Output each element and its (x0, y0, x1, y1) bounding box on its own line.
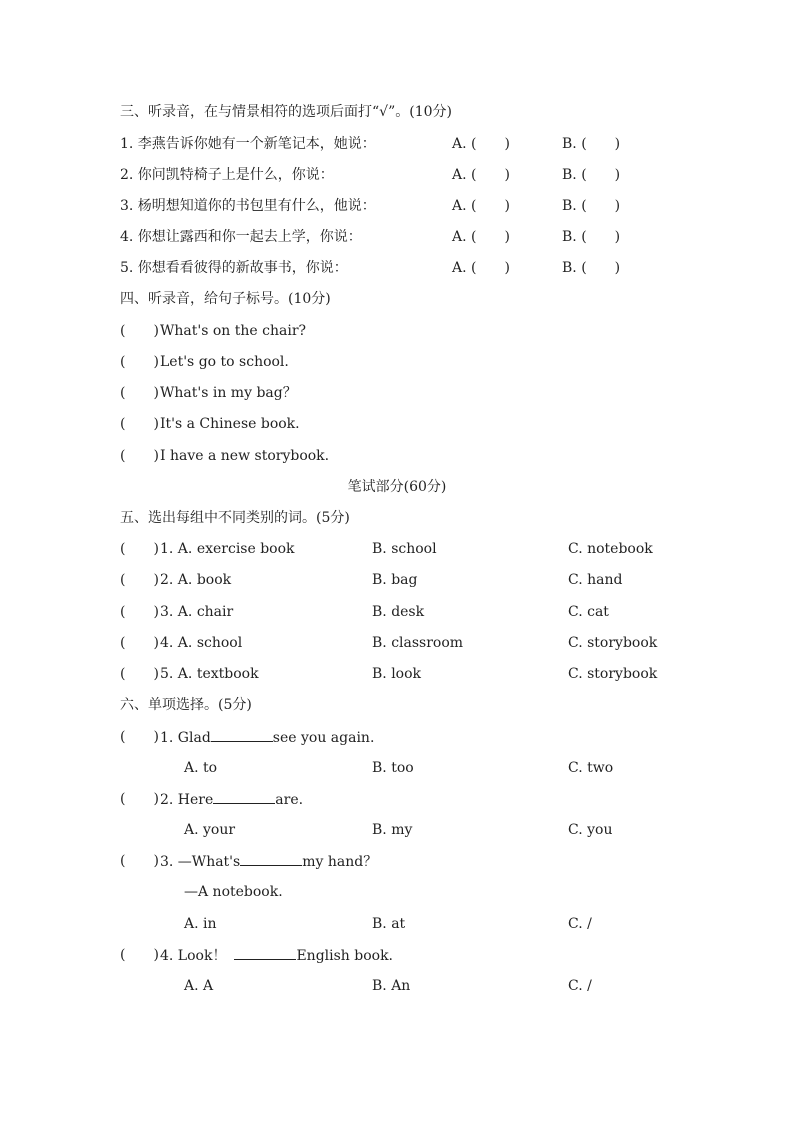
option-a: 2. A. book (160, 572, 232, 588)
section-6-heading: 六、单项选择。(5分) (120, 697, 252, 713)
option-a: A. in (184, 916, 217, 932)
written-part-title: 笔试部分(60分) (347, 479, 447, 495)
question-stem (160, 727, 374, 747)
answer-paren: ( ) (120, 947, 159, 963)
option-b: B. ( ) (562, 260, 621, 276)
stem-start: 3. —What's (160, 854, 241, 870)
sentence: It's a Chinese book. (160, 416, 300, 432)
option-c: C. / (568, 916, 592, 932)
answer-paren: ( ) (120, 635, 159, 651)
option-b: B. my (372, 822, 413, 838)
answer-paren: ( ) (120, 354, 159, 370)
option-b: B. ( ) (562, 229, 621, 245)
fill-blank (234, 945, 296, 960)
option-a: A. ( ) (452, 229, 510, 245)
sentence: What's in my bag？ (160, 385, 297, 401)
question-text: 5. 你想看看彼得的新故事书，你说： (120, 260, 348, 276)
answer-paren: ( ) (120, 791, 159, 807)
question-stem (160, 945, 393, 965)
answer-paren: ( ) (120, 729, 159, 745)
option-b: B. bag (372, 572, 418, 588)
stem-start: 4. Look！ (160, 948, 227, 964)
option-a: 1. A. exercise book (160, 541, 295, 557)
answer-paren: ( ) (120, 416, 159, 432)
section-3-heading: 三、听录音，在与情景相符的选项后面打“√”。(10分) (120, 104, 452, 120)
stem-start: 2. Here (160, 792, 214, 808)
stem-end: my hand？ (302, 854, 378, 870)
question-stem (160, 851, 377, 871)
answer-paren: ( ) (120, 604, 159, 620)
answer-paren: ( ) (120, 323, 159, 339)
question-text: 4. 你想让露西和你一起去上学，你说： (120, 229, 362, 245)
option-c: C. notebook (568, 541, 653, 557)
answer-paren: ( ) (120, 385, 159, 401)
option-b: B. ( ) (562, 167, 621, 183)
stem-end: see you again. (272, 730, 375, 746)
option-b: B. school (372, 541, 437, 557)
option-c: C. two (568, 760, 614, 776)
question-text: 3. 杨明想知道你的书包里有什么，他说： (120, 198, 376, 214)
answer-paren: ( ) (120, 448, 159, 464)
section-4-heading: 四、听录音，给句子标号。(10分) (120, 291, 331, 307)
option-c: C. you (568, 822, 613, 838)
option-c: C. cat (568, 604, 609, 620)
option-b: B. too (372, 760, 414, 776)
stem-end: are. (275, 792, 304, 808)
question-text: 1. 李燕告诉你她有一个新笔记本，她说： (120, 136, 376, 152)
sentence: I have a new storybook. (160, 448, 330, 464)
question-stem (160, 789, 303, 809)
option-a: A. to (184, 760, 218, 776)
option-a: A. ( ) (452, 136, 510, 152)
answer-paren: ( ) (120, 666, 159, 682)
option-c: C. / (568, 978, 592, 994)
option-a: A. your (184, 822, 236, 838)
option-a: A. ( ) (452, 198, 510, 214)
option-c: C. storybook (568, 635, 658, 651)
option-b: B. ( ) (562, 136, 621, 152)
option-a: A. ( ) (452, 167, 510, 183)
option-b: B. An (372, 978, 411, 994)
stem-end: English book. (296, 948, 394, 964)
option-a: 4. A. school (160, 635, 243, 651)
answer-paren: ( ) (120, 541, 159, 557)
answer-paren: ( ) (120, 853, 159, 869)
answer-paren: ( ) (120, 572, 159, 588)
option-b: B. look (372, 666, 422, 682)
question-text: 2. 你问凯特椅子上是什么，你说： (120, 167, 334, 183)
fill-blank (211, 727, 273, 742)
option-c: C. hand (568, 572, 623, 588)
option-a: 5. A. textbook (160, 666, 259, 682)
option-b: B. desk (372, 604, 425, 620)
fill-blank (240, 851, 302, 866)
stem-start: 1. Glad (160, 730, 211, 746)
option-b: B. at (372, 916, 406, 932)
section-5-heading: 五、选出每组中不同类别的词。(5分) (120, 510, 350, 526)
option-b: B. ( ) (562, 198, 621, 214)
option-a: A. A (184, 978, 214, 994)
sentence: What's on the chair? (160, 323, 307, 339)
option-c: C. storybook (568, 666, 658, 682)
fill-blank (213, 789, 275, 804)
option-a: A. ( ) (452, 260, 510, 276)
option-b: B. classroom (372, 635, 464, 651)
sentence: Let's go to school. (160, 354, 289, 370)
option-a: 3. A. chair (160, 604, 234, 620)
dialogue-answer: —A notebook. (184, 884, 283, 900)
